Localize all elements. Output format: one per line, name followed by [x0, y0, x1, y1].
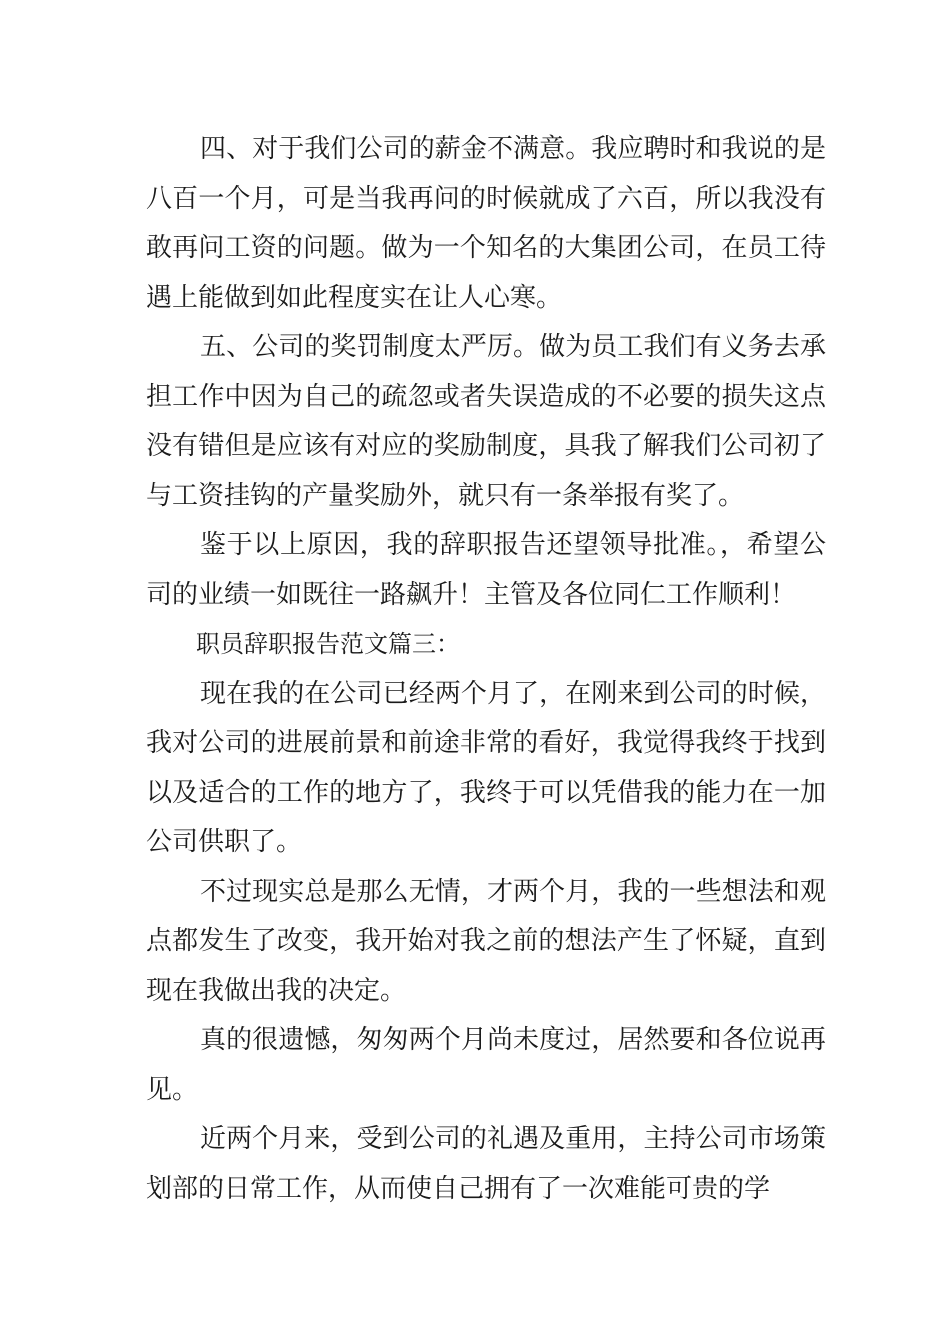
document-body [146, 125, 826, 1214]
paragraph-reality: 不过现实总是那么无情，才两个月，我的一些想法和观点都发生了改变，我开始对我之前的想法产生了怀疑，直到现在我做出我的决定。 [146, 876, 826, 1006]
paragraph-conclusion: 鉴于以上原因，我的辞职报告还望领导批准。，希望公司的业绩一如既往一路飙升！主管及各位同仁工作顺利！ [146, 530, 826, 610]
section-heading: 职员辞职报告范文篇三： [196, 630, 460, 658]
paragraph-intro: 现在我的在公司已经两个月了，在刚来到公司的时候，我对公司的进展前景和前途非常的看好，我觉得我终于找到以及适合的工作的地方了，我终于可以凭借我的能力在一加公司供职了。 [146, 678, 826, 857]
paragraph-salary: 四、对于我们公司的薪金不满意。我应聘时和我说的是八百一个月，可是当我再问的时候就成了六百，所以我没有敢再问工资的问题。做为一个知名的大集团公司，在员工待遇上能做到如此程度实在让人心寒。 [146, 134, 826, 313]
paragraph-regret: 真的很遗憾，匆匆两个月尚未度过，居然要和各位说再见。 [146, 1025, 826, 1105]
paragraph-rewards: 五、公司的奖罚制度太严厉。做为员工我们有义务去承担工作中因为自己的疏忽或者失误造成的不必要的损失这点没有错但是应该有对应的奖励制度，具我了解我们公司初了与工资挂钩的产量奖励外，就只有一条举报有奖了。 [146, 332, 826, 511]
paragraph-gratitude: 近两个月来，受到公司的礼遇及重用，主持公司市场策划部的日常工作，从而使自己拥有了一次难能可贵的学 [146, 1124, 826, 1204]
